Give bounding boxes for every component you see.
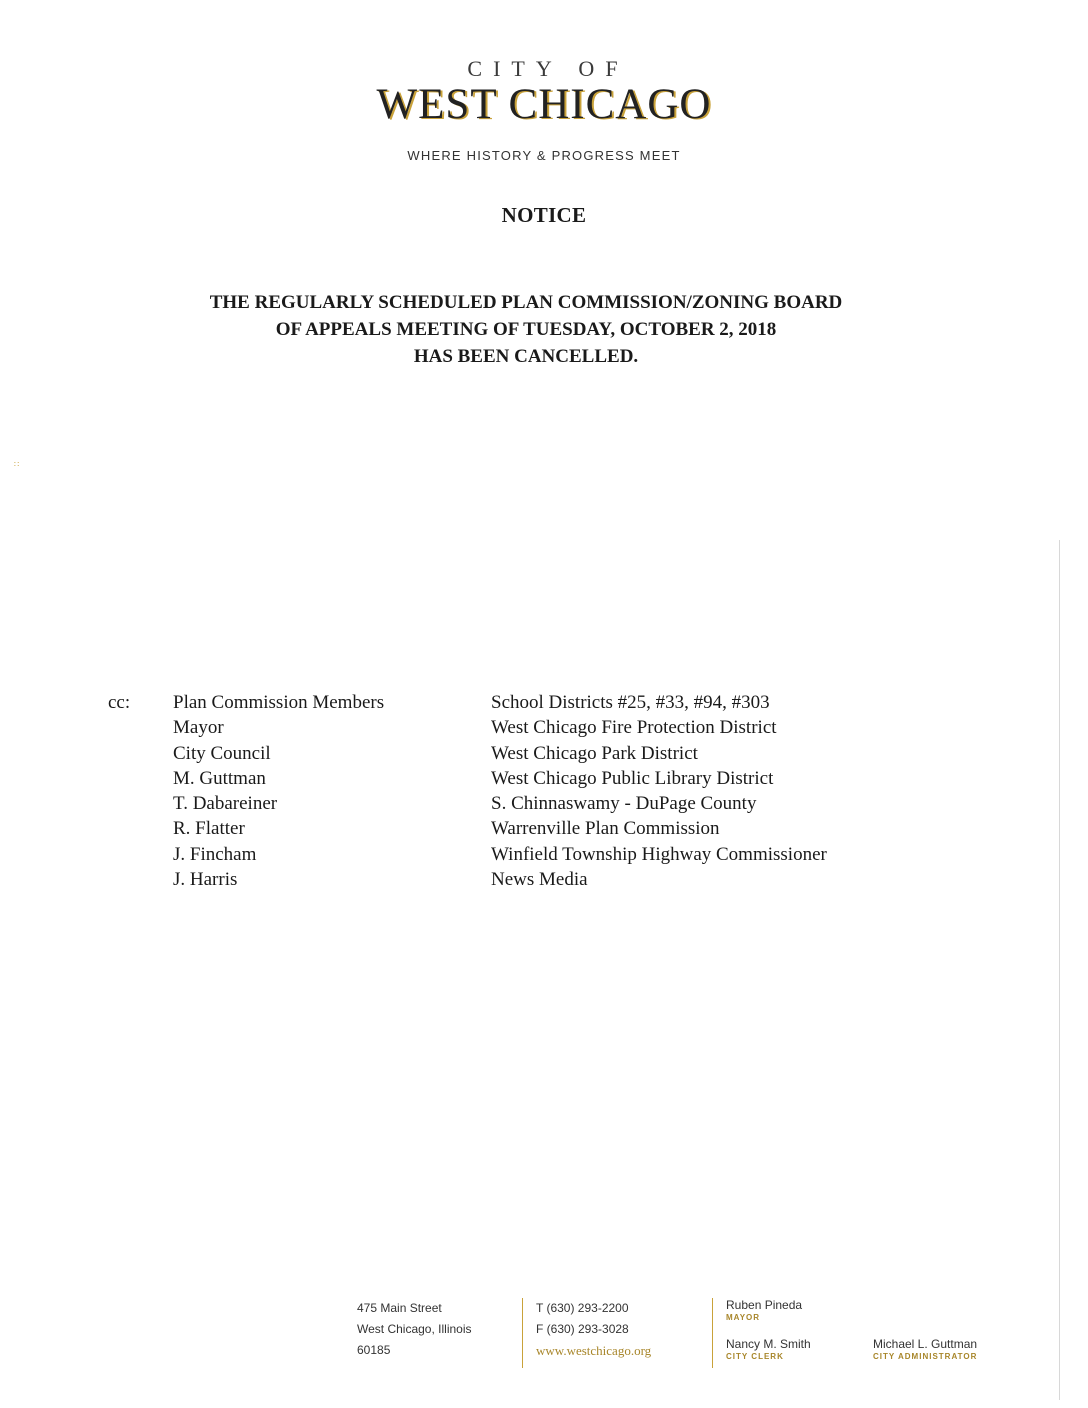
cc-recipient: J. Harris (173, 869, 238, 891)
footer-contact (536, 1298, 651, 1361)
cc-recipient: News Media (491, 869, 588, 891)
announcement-line: HAS BEEN CANCELLED. (413, 346, 639, 367)
mayor-role: MAYOR (726, 1313, 761, 1322)
footer-fax: F (630) 293-3028 (536, 1322, 629, 1336)
cc-recipient: City Council (173, 742, 271, 764)
cc-recipient: T. Dabareiner (173, 793, 278, 815)
footer-administrator (873, 1337, 977, 1363)
cc-recipient: Mayor (173, 717, 224, 739)
scan-speck-mark: ∷ (14, 460, 20, 469)
scan-edge-line (1059, 540, 1060, 1400)
cc-label: cc: (108, 692, 131, 713)
cc-right-column (491, 690, 827, 892)
logo-city-name: WEST CHICAGO (376, 81, 712, 128)
cancellation-announcement (0, 289, 1052, 370)
footer-address (357, 1298, 472, 1361)
admin-name: Michael L. Guttman (873, 1337, 978, 1351)
logo-tagline: WHERE HISTORY & PROGRESS MEET (407, 148, 681, 163)
address-line: 60185 (357, 1343, 391, 1357)
mayor-name: Ruben Pineda (726, 1298, 803, 1312)
cc-recipient: R. Flatter (173, 818, 245, 840)
cc-recipient: School Districts #25, #33, #94, #303 (491, 692, 770, 713)
cc-recipient: M. Guttman (173, 767, 266, 789)
clerk-name: Nancy M. Smith (726, 1337, 811, 1351)
cc-recipient: Winfield Township Highway Commissioner (491, 843, 827, 865)
letterhead-footer (0, 1298, 1088, 1378)
cc-recipient: Plan Commission Members (173, 692, 385, 713)
address-line: 475 Main Street (357, 1301, 442, 1315)
footer-phone: T (630) 293-2200 (536, 1301, 629, 1315)
clerk-role: CITY CLERK (726, 1352, 784, 1361)
cc-recipient: J. Fincham (173, 843, 257, 865)
address-line: West Chicago, Illinois (357, 1322, 472, 1336)
footer-officials (726, 1298, 811, 1363)
announcement-line: THE REGULARLY SCHEDULED PLAN COMMISSION/ZONING BOARD (209, 292, 843, 313)
notice-title: NOTICE (501, 203, 587, 227)
logo-city-of: CITY OF (467, 56, 629, 81)
announcement-line: OF APPEALS MEETING OF TUESDAY, OCTOBER 2, 2018 (275, 319, 777, 340)
cc-left-column (173, 690, 384, 892)
footer-divider (522, 1298, 523, 1368)
footer-website-link[interactable]: www.westchicago.org (536, 1343, 652, 1358)
cc-recipient: Warrenville Plan Commission (491, 818, 720, 840)
cc-recipient: S. Chinnaswamy - DuPage County (491, 793, 757, 815)
cc-recipient: West Chicago Park District (491, 742, 698, 764)
cc-recipient: West Chicago Public Library District (491, 767, 774, 789)
footer-divider (712, 1298, 713, 1368)
admin-role: CITY ADMINISTRATOR (873, 1352, 978, 1361)
letterhead-logo (0, 56, 1088, 163)
cc-recipient: West Chicago Fire Protection District (491, 717, 777, 739)
